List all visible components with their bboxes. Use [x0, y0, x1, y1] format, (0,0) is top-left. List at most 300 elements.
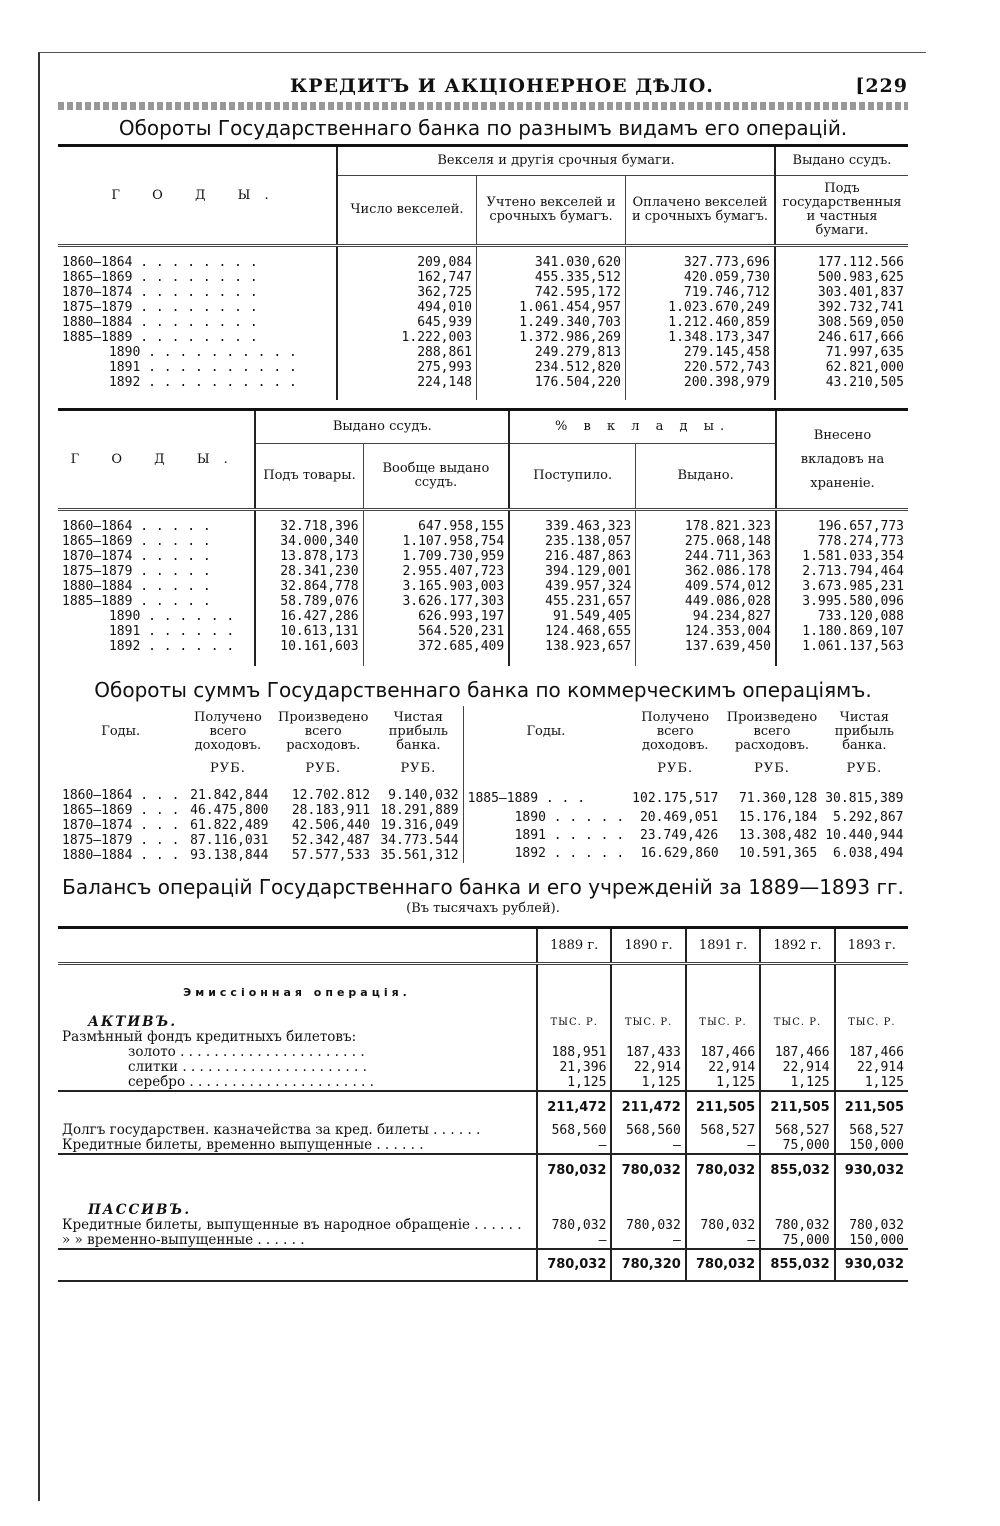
spacer	[255, 654, 363, 666]
table-cell: 10.613,131	[255, 624, 363, 639]
spacer	[776, 654, 908, 666]
table-cell: 279.145,458	[626, 345, 776, 360]
table-cell: 455.231,657	[509, 594, 636, 609]
value-cell: 187,466	[760, 1045, 834, 1060]
sum-row	[58, 1249, 908, 1281]
fund-label: Размѣнный фондъ кредитныхъ билетовъ:	[62, 1028, 357, 1045]
unit-label: ТЫС. Р.	[760, 1000, 834, 1030]
table-cell: 18.291,889	[380, 803, 459, 818]
value-cell: 22,914	[686, 1060, 760, 1075]
table-cell: 23.749,426	[639, 828, 719, 843]
value-cell: 780,032	[537, 1249, 611, 1281]
table-cell: 43.210,505	[775, 375, 908, 390]
table-cell: 392.732,741	[775, 300, 908, 315]
table-row	[58, 564, 908, 579]
empty-cell	[537, 1186, 611, 1218]
table3-right	[463, 706, 908, 863]
table-cell: 235.138,057	[509, 534, 636, 549]
year-cell: 1885—1889 . . . . . . . .	[62, 330, 258, 345]
value-cell: 22,914	[760, 1060, 834, 1075]
passiv-label: ПАССИВЪ.	[88, 1201, 192, 1218]
value-cell: 568,527	[760, 1123, 834, 1138]
year-cell: 1885—1889 . . .	[467, 790, 586, 806]
table-cell: 138.923,657	[509, 639, 636, 654]
table-row	[58, 246, 908, 271]
table-cell: 308.569,050	[775, 315, 908, 330]
table-cell: 19.316,049	[380, 818, 459, 833]
table-cell: 742.595,172	[477, 285, 626, 300]
table-row	[58, 300, 908, 315]
year-cell: 1870—1874 . . . . . . . .	[62, 285, 258, 300]
col-header: Внесено вкладовъ на храненіе.	[776, 410, 908, 510]
table-cell: 439.957,324	[509, 579, 636, 594]
table-row	[58, 1138, 908, 1154]
value-cell: 780,032	[611, 1154, 685, 1186]
table-cell: 178.821.323	[636, 510, 776, 535]
table-cell: 71.360,128	[738, 790, 818, 806]
table-cell: 13.878,173	[255, 549, 363, 564]
table-cell: 2.955.407,723	[363, 564, 509, 579]
table-row	[58, 1045, 908, 1060]
table-row	[58, 1233, 908, 1249]
table-cell: 28.183,911	[291, 803, 371, 818]
table3-left	[58, 706, 463, 863]
table-cell: 1.709.730,959	[363, 549, 509, 564]
table-cell: 42.506,440	[291, 818, 371, 833]
group-header-bills: Векселя и другія срочныя бумаги.	[337, 146, 775, 176]
unit-label: РУБ.	[400, 761, 437, 776]
sum-row	[58, 1091, 908, 1123]
value-cell: 211,505	[686, 1091, 760, 1123]
row-label: » » временно-выпущенные . . . . . .	[62, 1232, 305, 1248]
row-label: Кредитные билеты, выпущенные въ народное обращеніе . . . . . .	[62, 1217, 522, 1233]
spacer	[636, 654, 776, 666]
table3-right-body	[463, 780, 907, 863]
year-cell: 1891 . . . . .	[467, 828, 625, 843]
table-cell: 327.773,696	[626, 246, 776, 271]
year-header: 1891 г.	[686, 928, 760, 964]
table-row	[58, 833, 463, 848]
value-cell: 568,560	[611, 1123, 685, 1138]
table-cell: 719.746,712	[626, 285, 776, 300]
table-cell: 3.165.903,003	[363, 579, 509, 594]
table-row	[58, 639, 908, 654]
table-cell: 778.274,773	[776, 534, 908, 549]
value-cell: 780,032	[686, 1249, 760, 1281]
col-header: Число векселей.	[337, 176, 477, 246]
col-header: Поступило.	[509, 444, 636, 510]
table-row	[58, 534, 908, 549]
table4-title: Балансъ операцій Государственнаго банка и его учрежденій за 1889—1893 гг.	[62, 875, 904, 899]
table-cell: 409.574,012	[636, 579, 776, 594]
spacer	[626, 390, 776, 400]
spacer-row	[58, 390, 908, 400]
year-cell: 1870—1874 . . .	[62, 818, 180, 833]
sum-row	[58, 1154, 908, 1186]
year-cell: 1890 . . . . . . . . . .	[62, 345, 297, 360]
table-cell: 647.958,155	[363, 510, 509, 535]
table3	[58, 706, 908, 863]
table-row	[58, 594, 908, 609]
value-cell: 211,472	[537, 1091, 611, 1123]
year-header: 1889 г.	[537, 928, 611, 964]
value-cell: 780,032	[537, 1218, 611, 1233]
empty-cell	[58, 1091, 537, 1123]
year-cell: 1880—1884 . . . . .	[62, 579, 211, 594]
years-header: Г О Д Ы.	[111, 187, 283, 203]
table-cell: 30.815,389	[825, 790, 904, 806]
years-header: Годы.	[526, 724, 566, 739]
year-cell: 1875—1879 . . . . .	[62, 564, 211, 579]
value-cell: 780,320	[611, 1249, 685, 1281]
wavy-rule	[58, 102, 908, 110]
table-cell: 1.061.137,563	[776, 639, 908, 654]
table1-title: Обороты Государственнаго банка по разнымъ видамъ его операцій.	[118, 116, 848, 140]
year-header: 1890 г.	[611, 928, 685, 964]
page-number: [229	[855, 75, 908, 97]
spacer	[477, 390, 626, 400]
spacer	[363, 654, 509, 666]
row-label: Долгъ государствен. казначейства за кред. билеты . . . . . .	[62, 1122, 481, 1138]
col-header: Произведено всего расходовъ.	[726, 710, 818, 753]
table1-body	[58, 246, 908, 401]
table-cell: 12.702.812	[291, 788, 371, 803]
row-label: серебро . . . . . . . . . . . . . . . . . . . . . .	[128, 1074, 374, 1090]
table-cell: 275,993	[337, 360, 477, 375]
table-row	[58, 780, 463, 803]
table-cell: 71.997,635	[775, 345, 908, 360]
spacer-row	[58, 654, 908, 666]
table-cell: 244.711,363	[636, 549, 776, 564]
table-row	[58, 1075, 908, 1091]
year-cell: 1875—1879 . . .	[62, 833, 180, 848]
section-title: Эмиссіонная операція.	[183, 985, 411, 999]
table-cell: 9.140,032	[388, 788, 459, 803]
empty-cell	[611, 1030, 685, 1045]
table-row	[58, 803, 463, 818]
table-cell: 733.120,088	[776, 609, 908, 624]
table-cell: 1.348.173,347	[626, 330, 776, 345]
spacer	[58, 654, 255, 666]
table-row	[463, 780, 907, 808]
value-cell: 568,527	[835, 1123, 908, 1138]
spacer	[58, 390, 337, 400]
table-cell: 449.086,028	[636, 594, 776, 609]
years-header: Годы.	[101, 724, 141, 739]
value-cell: 568,560	[537, 1123, 611, 1138]
table-cell: 1.061.454,957	[477, 300, 626, 315]
table3-title: Обороты суммъ Государственнаго банка по коммерческимъ операціямъ.	[94, 678, 872, 702]
table-cell: 10.440,944	[825, 828, 904, 843]
value-cell: 780,032	[686, 1154, 760, 1186]
value-cell: 855,032	[760, 1249, 834, 1281]
table-cell: 102.175,517	[632, 790, 719, 806]
year-cell: 1890 . . . . . .	[62, 609, 235, 624]
empty-cell	[686, 1030, 760, 1045]
table-cell: 35.561,312	[380, 848, 459, 863]
empty-cell	[760, 1030, 834, 1045]
table-cell: 1.212.460,859	[626, 315, 776, 330]
table2-body	[58, 510, 908, 667]
table-cell: 1.249.340,703	[477, 315, 626, 330]
table-cell: 46.475,800	[190, 803, 269, 818]
empty-cell	[611, 1186, 685, 1218]
value-cell: 211,505	[835, 1091, 908, 1123]
empty-cell	[686, 964, 760, 1000]
year-cell: 1892 . . . . .	[467, 846, 625, 862]
col-header: Получено всего доходовъ.	[641, 710, 710, 753]
empty-cell	[686, 1186, 760, 1218]
table-cell: 196.657,773	[776, 510, 908, 535]
year-cell: 1875—1879 . . . . . . . .	[62, 300, 258, 315]
table-cell: 500.983,625	[775, 270, 908, 285]
table-cell: 1.023.670,249	[626, 300, 776, 315]
table-cell: 10.591,365	[738, 846, 818, 862]
value-cell: —	[686, 1233, 760, 1249]
value-cell: 1,125	[760, 1075, 834, 1091]
unit-label: РУБ.	[754, 761, 790, 776]
group-header-loans: Выдано ссудъ.	[255, 410, 509, 444]
table-cell: 209,084	[337, 246, 477, 271]
value-cell: 22,914	[611, 1060, 685, 1075]
year-header: 1893 г.	[835, 928, 908, 964]
table-cell: 58.789,076	[255, 594, 363, 609]
aktiv-label: АКТИВЪ.	[88, 1013, 178, 1030]
col-header: Получено всего доходовъ.	[193, 710, 262, 753]
year-cell: 1891 . . . . . . . . . .	[62, 360, 297, 375]
group-header-deposits: % в к л а д ы.	[509, 410, 776, 444]
table-cell: 288,861	[337, 345, 477, 360]
empty-cell	[537, 964, 611, 1000]
table4-body	[58, 964, 908, 1281]
table-cell: 339.463,323	[509, 510, 636, 535]
table-cell: 32.718,396	[255, 510, 363, 535]
empty-cell	[760, 1186, 834, 1218]
table-cell: 303.401,837	[775, 285, 908, 300]
value-cell: 75,000	[760, 1138, 834, 1154]
year-cell: 1860—1864 . . .	[62, 788, 180, 803]
value-cell: —	[686, 1138, 760, 1154]
table-row	[58, 1123, 908, 1138]
empty-cell	[58, 1154, 537, 1186]
table-cell: 5.292,867	[833, 809, 904, 825]
year-cell: 1870—1874 . . . . .	[62, 549, 211, 564]
table-cell: 234.512,820	[477, 360, 626, 375]
unit-label: ТЫС. Р.	[835, 1000, 908, 1030]
value-cell: 22,914	[835, 1060, 908, 1075]
value-cell: —	[611, 1138, 685, 1154]
value-cell: 1,125	[611, 1075, 685, 1091]
table-cell: 362.086.178	[636, 564, 776, 579]
spacer	[509, 654, 636, 666]
table-cell: 16.427,286	[255, 609, 363, 624]
col-header: Учтено векселей и срочныхъ бумагъ.	[477, 176, 626, 246]
table-cell: 494,010	[337, 300, 477, 315]
value-cell: 211,472	[611, 1091, 685, 1123]
table-cell: 176.504,220	[477, 375, 626, 390]
passiv-label	[58, 1186, 908, 1218]
running-header	[58, 70, 908, 100]
table-cell: 34.000,340	[255, 534, 363, 549]
empty-cell	[760, 964, 834, 1000]
table-cell: 564.520,231	[363, 624, 509, 639]
value-cell: 780,032	[611, 1218, 685, 1233]
table-row	[58, 330, 908, 345]
table3-left-body	[58, 780, 463, 863]
table-cell: 137.639,450	[636, 639, 776, 654]
table-row	[58, 360, 908, 375]
table-cell: 177.112.566	[775, 246, 908, 271]
table-row	[58, 285, 908, 300]
table-row	[463, 845, 907, 863]
unit-label: ТЫС. Р.	[611, 1000, 685, 1030]
table-row	[58, 549, 908, 564]
table-cell: 626.993,197	[363, 609, 509, 624]
year-header: 1892 г.	[760, 928, 834, 964]
table-cell: 91.549,405	[509, 609, 636, 624]
table-row	[58, 624, 908, 639]
value-cell: 855,032	[760, 1154, 834, 1186]
table-cell: 6.038,494	[833, 846, 904, 862]
table-cell: 220.572,743	[626, 360, 776, 375]
value-cell: 780,032	[537, 1154, 611, 1186]
unit-label: ТЫС. Р.	[686, 1000, 760, 1030]
table-cell: 87.116,031	[190, 833, 269, 848]
table-cell: 32.864,778	[255, 579, 363, 594]
year-cell: 1885—1889 . . . . .	[62, 594, 211, 609]
table-row	[58, 345, 908, 360]
col-header: Вообще выдано ссудъ.	[363, 444, 509, 510]
table-cell: 3.995.580,096	[776, 594, 908, 609]
col-header: Подъ товары.	[255, 444, 363, 510]
empty-cell	[58, 1249, 537, 1281]
table-cell: 216.487,863	[509, 549, 636, 564]
year-cell: 1892 . . . . . . . . . .	[62, 375, 297, 390]
table4-subtitle: (Въ тысячахъ рублей).	[406, 901, 560, 916]
year-cell: 1892 . . . . . .	[62, 639, 235, 654]
value-cell: 187,433	[611, 1045, 685, 1060]
group-header-loans: Выдано ссудъ.	[775, 146, 908, 176]
value-cell: 187,466	[686, 1045, 760, 1060]
table-cell: 21.842,844	[190, 788, 269, 803]
col-header: Чистая прибыль банка.	[834, 710, 894, 753]
empty-cell	[835, 964, 908, 1000]
table-cell: 10.161,603	[255, 639, 363, 654]
years-header: Г О Д Ы.	[70, 451, 242, 467]
value-cell: —	[611, 1233, 685, 1249]
year-cell: 1890 . . . . .	[467, 809, 625, 825]
table-cell: 34.773.544	[380, 833, 459, 848]
table-cell: 16.629,860	[640, 846, 719, 862]
table-row	[58, 510, 908, 535]
unit-label: РУБ.	[210, 761, 246, 776]
table-cell: 224,148	[337, 375, 477, 390]
value-cell: —	[537, 1233, 611, 1249]
year-cell: 1891 . . . . . .	[62, 624, 235, 639]
table-row	[58, 848, 463, 863]
value-cell: 780,032	[760, 1218, 834, 1233]
unit-label: РУБ.	[846, 761, 883, 776]
value-cell: 930,032	[835, 1249, 908, 1281]
table-row	[58, 818, 463, 833]
value-cell: 187,466	[835, 1045, 908, 1060]
table-cell: 1.180.869,107	[776, 624, 908, 639]
table-row	[463, 826, 907, 844]
year-cell: 1865—1869 . . . . .	[62, 534, 211, 549]
col-header: Оплачено векселей и срочныхъ бумагъ.	[626, 176, 776, 246]
empty-cell	[835, 1186, 908, 1218]
table-cell: 2.713.794,464	[776, 564, 908, 579]
spacer	[337, 390, 477, 400]
value-cell: —	[537, 1138, 611, 1154]
value-cell: 568,527	[686, 1123, 760, 1138]
unit-label: ТЫС. Р.	[537, 1000, 611, 1030]
table-cell: 13.308,482	[738, 828, 818, 843]
value-cell: 1,125	[835, 1075, 908, 1091]
value-cell: 21,396	[537, 1060, 611, 1075]
year-cell: 1865—1869 . . . . . . . .	[62, 270, 258, 285]
empty-cell	[611, 964, 685, 1000]
unit-label: РУБ.	[657, 761, 694, 776]
row-label: Кредитные билеты, временно выпущенные . . . . . .	[62, 1137, 424, 1153]
unit-label: РУБ.	[305, 761, 342, 776]
empty-cell	[835, 1030, 908, 1045]
year-cell: 1860—1864 . . . . .	[62, 519, 211, 534]
table-cell: 1.222,003	[337, 330, 477, 345]
table-cell: 28.341,230	[255, 564, 363, 579]
table-cell: 52.342,487	[291, 833, 371, 848]
table-row	[58, 375, 908, 390]
table-cell: 61.822,489	[190, 818, 269, 833]
table-cell: 124.353,004	[636, 624, 776, 639]
value-cell: 1,125	[537, 1075, 611, 1091]
table-cell: 57.577,533	[291, 848, 371, 863]
table-cell: 3.626.177,303	[363, 594, 509, 609]
table-row	[58, 1218, 908, 1233]
table-row	[58, 270, 908, 285]
year-cell: 1865—1869 . . .	[62, 803, 180, 818]
table-cell: 362,725	[337, 285, 477, 300]
table-row	[463, 808, 907, 826]
row-label: золото . . . . . . . . . . . . . . . . . . . . . .	[128, 1044, 365, 1060]
year-cell: 1880—1884 . . . . . . . .	[62, 315, 258, 330]
value-cell: 780,032	[835, 1218, 908, 1233]
table-cell: 645,939	[337, 315, 477, 330]
table-cell: 455.335,512	[477, 270, 626, 285]
table-cell: 394.129,001	[509, 564, 636, 579]
value-cell: 1,125	[686, 1075, 760, 1091]
table-cell: 249.279,813	[477, 345, 626, 360]
table-row	[58, 1060, 908, 1075]
aktiv-label	[58, 1000, 908, 1030]
table-cell: 93.138,844	[190, 848, 269, 863]
table-row	[58, 609, 908, 624]
table-row	[58, 579, 908, 594]
table-cell: 1.107.958,754	[363, 534, 509, 549]
header-title: КРЕДИТЪ И АКЦІОНЕРНОЕ ДѢЛО.	[290, 75, 714, 97]
col-header: Подъ государственныя и частныя бумаги.	[775, 176, 908, 246]
table-cell: 1.372.986,269	[477, 330, 626, 345]
table-cell: 372.685,409	[363, 639, 509, 654]
table-cell: 15.176,184	[738, 809, 818, 825]
page	[58, 70, 908, 1282]
table-cell: 275.068,148	[636, 534, 776, 549]
year-cell: 1860—1864 . . . . . . . .	[62, 255, 258, 270]
value-cell: 188,951	[537, 1045, 611, 1060]
spacer	[775, 390, 908, 400]
table1	[58, 144, 908, 400]
table-cell: 124.468,655	[509, 624, 636, 639]
